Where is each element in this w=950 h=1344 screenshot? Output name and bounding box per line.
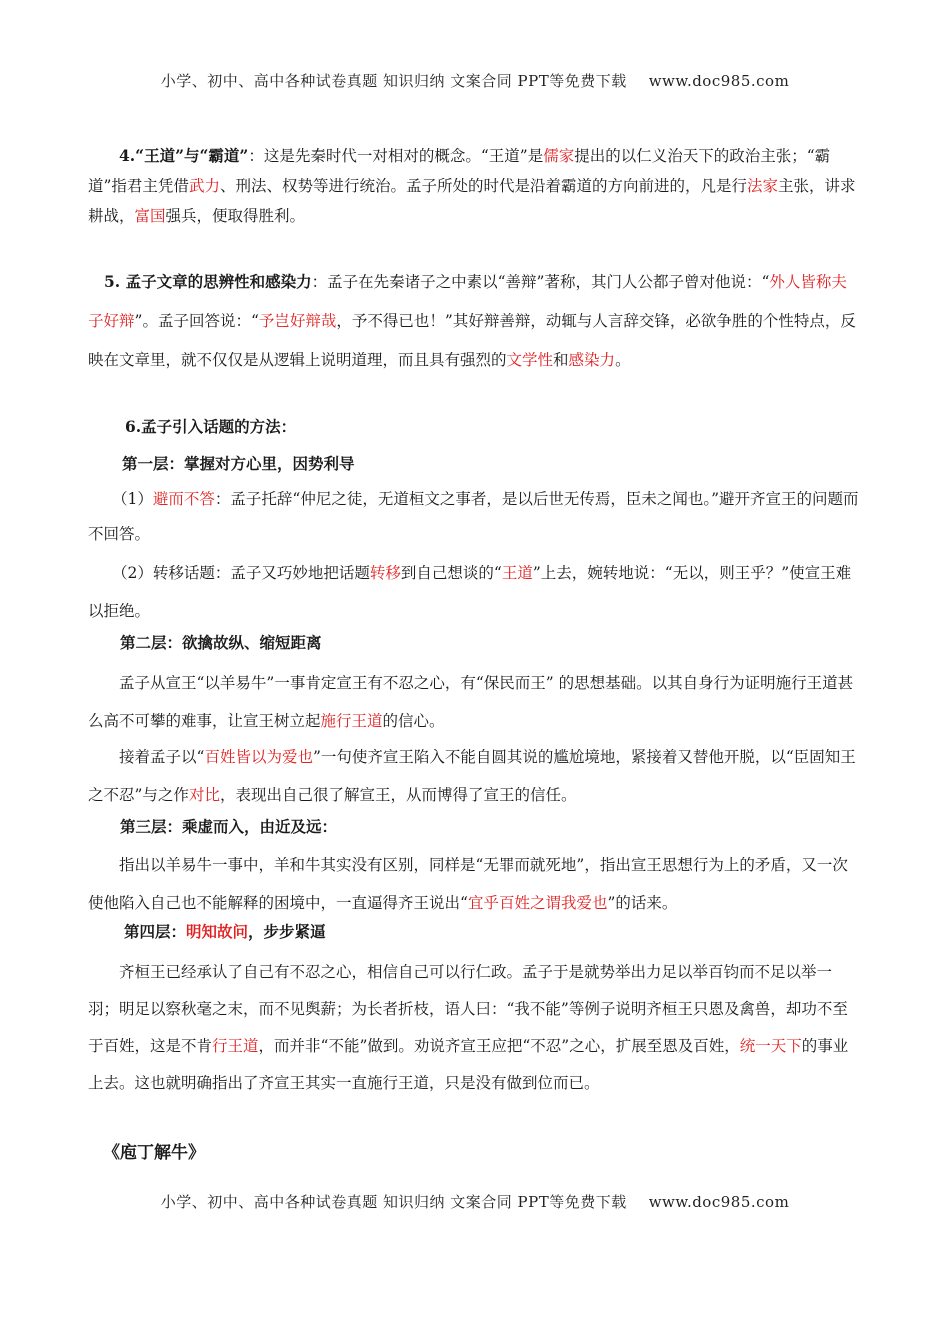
- highlight: 转移: [369, 564, 401, 582]
- highlight: 外人皆称夫子好辩: [88, 273, 847, 330]
- level-1-title: 第一层：掌握对方心里，因势利导: [122, 454, 355, 473]
- highlight: 富国: [134, 207, 166, 225]
- highlight: 明知故问: [186, 922, 249, 941]
- paragraph-2: （2）转移话题：孟子又巧妙地把话题转移到自己想谈的“王道”上去，婉转地说：“无以，则王乎？”使宣王难以拒绝。: [88, 564, 852, 620]
- page-footer: [0, 1191, 950, 1212]
- highlight: 百姓皆以为爱也: [204, 748, 313, 766]
- highlight: 法家: [746, 177, 778, 195]
- footer-url: www.doc985.com: [648, 1193, 790, 1211]
- highlight: 武力: [188, 177, 220, 195]
- section-6-title: 6.孟子引入话题的方法：: [125, 417, 297, 436]
- paragraph-6: 齐桓王已经承认了自己有不忍之心，相信自己可以行仁政。孟子于是就势举出力足以举百钧而不足以举一羽；明足以察秋毫之末，而不见舆薪；为长者折枝，语人曰：“我不能”等例子说明齐桓王只恩及禽兽，却功不至于百姓，这是不肯行王道，而并非“不能”做到。劝说齐宣王应把“不忍”之心，扩展至恩及百姓，统一天下的事业上去。这也就明确指出了齐宣王其实一直施行王道，只是没有做到位而已。: [88, 963, 849, 1092]
- highlight: 予岂好辩哉: [258, 312, 337, 330]
- level-2-title: 第二层：欲擒故纵、缩短距离: [120, 633, 322, 652]
- next-section-title: 《庖丁解牛》: [103, 1143, 205, 1163]
- highlight: 统一天下: [739, 1037, 802, 1055]
- section-5-paragraph: 5. 孟子文章的思辨性和感染力：孟子在先秦诸子之中素以“善辩”著称，其门人公都子曾对他说：“外人皆称夫子好辩”。孟子回答说：“予岂好辩哉，予不得已也！”其好辩善辩，动辄与人言辞交锋，必欲争胜的个性特点，反映在文章里，就不仅仅是从逻辑上说明道理，而且具有强烈的文学性和感染力。: [88, 272, 856, 369]
- section-4-title: 4.“王道”与“霸道”: [119, 146, 249, 165]
- level-3-title: 第三层：乘虚而入，由近及远：: [120, 817, 338, 836]
- paragraph-1: （1）避而不答：孟子托辞“仲尼之徒，无道桓文之事者，是以后世无传焉，臣未之闻也。”避开齐宣王的问题而不回答。: [88, 490, 859, 543]
- highlight: 施行王道: [320, 712, 383, 730]
- highlight: 儒家: [543, 147, 575, 165]
- section-4-paragraph: 4.“王道”与“霸道”：这是先秦时代一对相对的概念。“王道”是儒家提出的以仁义治天下的政治主张；“霸道”指君主凭借武力、刑法、权势等进行统治。孟子所处的时代是沿着霸道的方向前进的，凡是行法家主张，讲求耕战，富国强兵，便取得胜利。: [88, 146, 856, 225]
- header-url: www.doc985.com: [648, 72, 790, 90]
- highlight: 文学性: [506, 351, 554, 369]
- footer-text: 小学、初中、高中各种试卷真题 知识归纳 文案合同 PPT等免费下载: [160, 1193, 627, 1211]
- level-4-title: 第四层：明知故问，步步紧逼: [124, 922, 326, 941]
- highlight: 宜乎百姓之谓我爱也: [467, 894, 608, 912]
- highlight: 行王道: [212, 1037, 259, 1055]
- paragraph-4: 接着孟子以“百姓皆以为爱也”一句使齐宣王陷入不能自圆其说的尴尬境地，紧接着又替他开脱，以“臣固知王之不忍”与之作对比，表现出自己很了解宣王，从而博得了宣王的信任。: [88, 748, 856, 804]
- paragraph-5: 指出以羊易牛一事中，羊和牛其实没有区别，同样是“无罪而就死地”，指出宣王思想行为上的矛盾，又一次使他陷入自己也不能解释的困境中，一直逼得齐王说出“宜乎百姓之谓我爱也”的话来。: [88, 856, 848, 912]
- highlight: 王道: [501, 564, 533, 582]
- highlight: 对比: [188, 786, 220, 804]
- header-text: 小学、初中、高中各种试卷真题 知识归纳 文案合同 PPT等免费下载: [160, 72, 627, 90]
- highlight: 避而不答: [152, 490, 215, 508]
- section-5-title: 5. 孟子文章的思辨性和感染力: [104, 272, 312, 291]
- page-header: [0, 70, 950, 91]
- highlight: 感染力: [568, 351, 616, 369]
- paragraph-3: 孟子从宣王“以羊易牛”一事肯定宣王有不忍之心，有“保民而王” 的思想基础。以其自身行为证明施行王道甚么高不可攀的难事，让宣王树立起施行王道的信心。: [88, 674, 854, 730]
